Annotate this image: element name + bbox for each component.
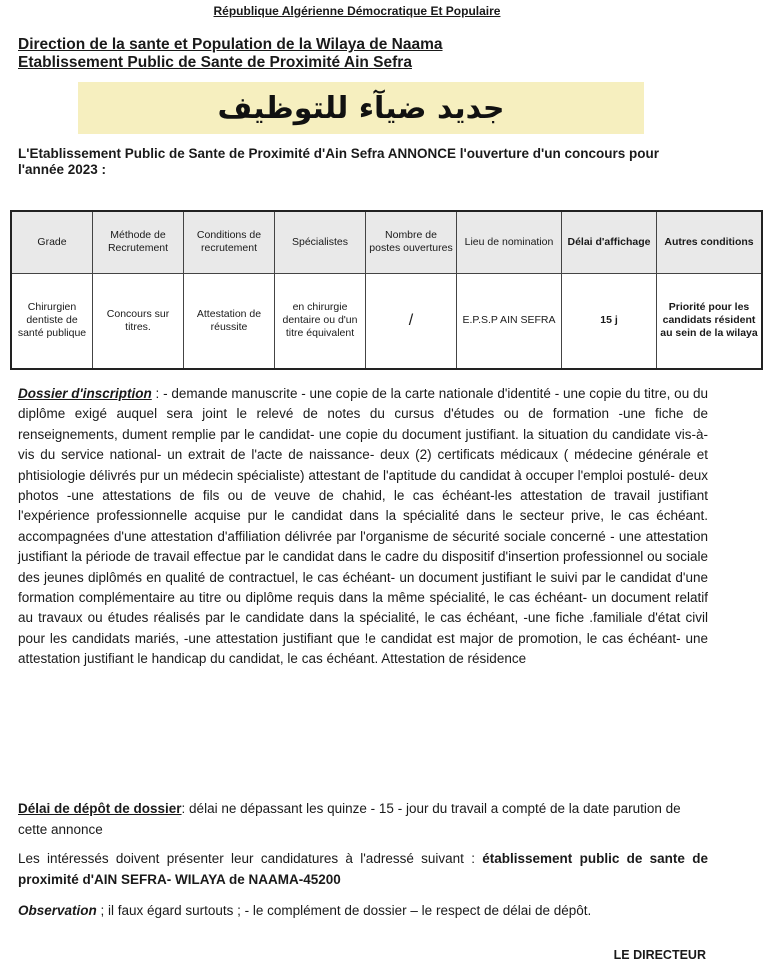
establishment-line: Etablissement Public de Sante de Proximité Ain Sefra	[18, 54, 412, 71]
cell-deadline: 15 j	[562, 273, 657, 369]
observation-text: ; il faux égard surtouts ; - le complément de dossier – le respect de délai de dépôt.	[96, 903, 592, 918]
republic-title: République Algérienne Démocratique Et Populaire	[213, 4, 501, 18]
header-conditions: Conditions de recrutement	[184, 211, 275, 273]
table-row	[11, 273, 762, 369]
observation-label: Observation	[18, 903, 97, 918]
header-specialties: Spécialistes	[275, 211, 366, 273]
cell-grade: Chirurgien dentiste de santé publique	[11, 273, 93, 369]
header-deadline: Délai d'affichage	[562, 211, 657, 273]
announcement-text: L'Etablissement Public de Sante de Proximité d'Ain Sefra ANNONCE l'ouverture d'un concours pour l'année 2023 :	[18, 146, 659, 177]
cell-method: Concours sur titres.	[93, 273, 184, 369]
dossier-text: : - demande manuscrite - une copie de la carte nationale d'identité - une copie du titre, ou du diplôme exigé auquel sera joint le relevé de notes du cursus d'études ou de formation -une fiche de renseignements, dument remplie par le candidat- une copie du document justifiant. la situation du candidate vis-à-vis du service national- un extrait de l'acte de naissance- deux (2) certificats médicaux ( médecine générale et phtisiologie délivrés pur un médecin spécialiste) attestant de l'aptitude du candidat à occuper l'emploi postulé- deux photos -une attestations de fils ou de veuve de chahid, le cas échéant-les attestation de travail justifiant l'expérience professionnelle acquise pur le candidat dans la spécialité dans le secteur prive, le cas échéant. accompagnées d'une attestation d'affiliation délivrée par l'organisme de sécurité sociale concerné - une attestation justifiant la période de travail effectue par le candidat dans le cadre du dispositif d'insertion professionnel ou sociale des jeunes diplômés en qualité de contractuel, le cas échéant- un document justifiant le suivi par le candidat d'une formation complémentaire au titre ou diplôme requis dans la même spécialité, le cas échéant- un document relatif au travaux ou études réalisés par le candidate dans la spécialité, le cas échéant, -une fiche .familiale d'état civil pour les candidats mariés, -une attestation justifiant que !e candidat est major de promotion, le cas échéant- une attestation justifiant le handicap du candidat, le cas échéant. Attestation de résidence	[18, 386, 708, 667]
cell-location: E.P.S.P AIN SEFRA	[457, 273, 562, 369]
signature: LE DIRECTEUR	[613, 948, 706, 962]
address-paragraph	[18, 848, 708, 890]
deadline-text: : délai ne dépassant les quinze - 15 - jour du travail a compté de la date parution de cette annonce	[18, 801, 681, 837]
table-header-row	[11, 211, 762, 273]
cell-other-conditions: Priorité pour les candidats résident au sein de la wilaya	[657, 273, 763, 369]
header-grade: Grade	[11, 211, 93, 273]
cell-specialties: en chirurgie dentaire ou d'un titre équivalent	[275, 273, 366, 369]
dossier-paragraph	[18, 384, 708, 670]
recruitment-table	[10, 210, 763, 370]
deadline-paragraph	[18, 798, 708, 840]
cell-positions: /	[366, 273, 457, 369]
issuer-block	[18, 36, 698, 72]
header-positions: Nombre de postes ouvertures	[366, 211, 457, 273]
deadline-label: Délai de dépôt de dossier	[18, 801, 182, 816]
address-text: établissement public de sante de proximité d'AIN SEFRA- WILAYA de NAAMA-45200	[18, 851, 708, 887]
header-method: Méthode de Recrutement	[93, 211, 184, 273]
dossier-label: Dossier d'inscription	[18, 386, 152, 401]
header-location: Lieu de nomination	[457, 211, 562, 273]
cell-conditions: Attestation de réussite	[184, 273, 275, 369]
direction-line: Direction de la sante et Population de la Wilaya de Naama	[18, 36, 443, 53]
arabic-banner: جديد ضيآء للتوظيف	[78, 82, 644, 134]
header-other-conditions: Autres conditions	[657, 211, 763, 273]
address-intro: Les intéressés doivent présenter leur candidatures à l'adressé suivant :	[18, 851, 483, 866]
observation-paragraph	[18, 900, 708, 921]
